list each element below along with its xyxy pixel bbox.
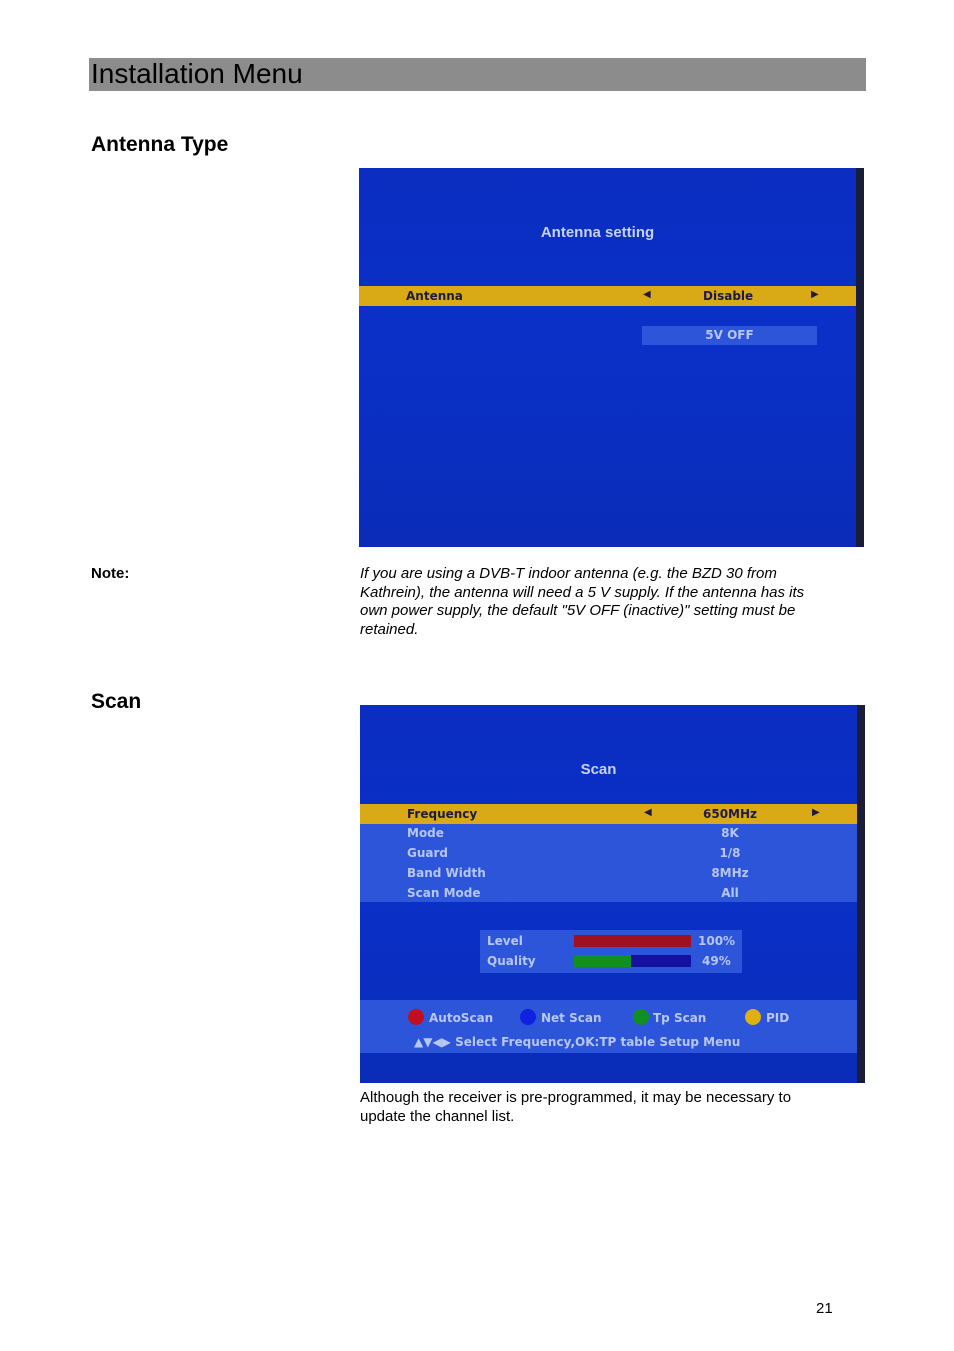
page-number: 21 xyxy=(816,1300,833,1317)
arrow-right-icon: ▶ xyxy=(812,807,820,818)
navigation-hint: ▲▼◀▶ Select Frequency,OK:TP table Setup Menu xyxy=(414,1035,741,1049)
param-value: 8K xyxy=(721,826,739,840)
antenna-setting-screenshot xyxy=(359,168,864,547)
quality-label: Quality xyxy=(487,954,536,968)
red-button-icon xyxy=(408,1009,424,1025)
function-key-bar xyxy=(360,1000,857,1053)
blue-button-icon xyxy=(520,1009,536,1025)
frequency-label: Frequency xyxy=(407,807,478,821)
quality-bar-fill xyxy=(574,955,631,967)
scan-heading: Scan xyxy=(91,690,142,713)
note-label: Note: xyxy=(91,565,130,582)
note-text xyxy=(360,565,855,639)
arrow-right-icon: ▶ xyxy=(811,289,819,300)
arrow-left-icon: ◀ xyxy=(643,289,651,300)
power-option-box xyxy=(642,326,817,345)
antenna-screen-title: Antenna setting xyxy=(540,224,655,241)
page-title: Installation Menu xyxy=(91,58,303,89)
param-label: Scan Mode xyxy=(407,886,481,900)
antenna-row-value: Disable xyxy=(703,289,754,303)
level-bar-fill xyxy=(574,935,691,947)
note-line: Kathrein), the antenna will need a 5 V supply. If the antenna has its xyxy=(360,583,805,601)
param-label: Band Width xyxy=(407,866,486,880)
param-row-bandwidth xyxy=(360,863,857,883)
scan-screen-title: Scan xyxy=(580,761,617,778)
frequency-row xyxy=(360,804,857,824)
param-row-mode xyxy=(360,823,857,843)
note-line: If you are using a DVB-T indoor antenna (e.g. the BZD 30 from xyxy=(360,565,777,582)
signal-panel xyxy=(480,930,742,973)
scan-description xyxy=(360,1089,860,1126)
param-row-scan-mode xyxy=(360,883,857,903)
note-line: own power supply, the default "5V OFF (inactive)" setting must be xyxy=(360,602,796,619)
param-label: Guard xyxy=(407,846,448,860)
frequency-value: 650MHz xyxy=(703,807,758,821)
power-option-value: 5V OFF xyxy=(705,328,754,342)
autoscan-label: AutoScan xyxy=(429,1011,494,1025)
param-label: Mode xyxy=(407,826,444,840)
level-value: 100% xyxy=(698,934,736,948)
antenna-row-label: Antenna xyxy=(406,289,463,303)
level-bar xyxy=(574,935,691,947)
pid-label: PID xyxy=(766,1011,790,1025)
param-value: All xyxy=(721,886,739,900)
yellow-button-icon xyxy=(745,1009,761,1025)
antenna-row xyxy=(359,286,856,306)
param-value: 8MHz xyxy=(711,866,749,880)
section-header-bar xyxy=(89,58,866,91)
tp-scan-label: Tp Scan xyxy=(653,1011,707,1025)
param-row-guard xyxy=(360,843,857,863)
arrow-left-icon: ◀ xyxy=(644,807,652,818)
green-button-icon xyxy=(633,1009,649,1025)
antenna-type-heading: Antenna Type xyxy=(91,133,229,156)
description-line: update the channel list. xyxy=(360,1107,515,1125)
note-line: retained. xyxy=(360,620,419,638)
quality-bar xyxy=(574,955,691,967)
quality-value: 49% xyxy=(702,954,731,968)
description-line: Although the receiver is pre-programmed, it may be necessary to xyxy=(360,1089,792,1106)
net-scan-label: Net Scan xyxy=(541,1011,602,1025)
scan-screenshot xyxy=(360,705,865,1083)
level-label: Level xyxy=(487,934,523,948)
param-value: 1/8 xyxy=(719,846,741,860)
